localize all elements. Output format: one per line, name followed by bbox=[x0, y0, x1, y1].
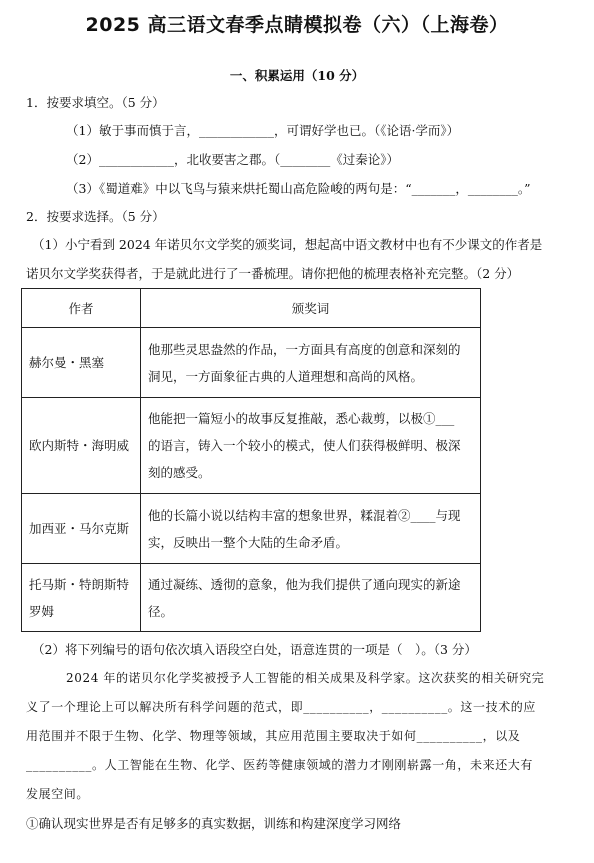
section-heading: 一、积累运用（10 分） bbox=[229, 68, 365, 83]
author-line: 赫尔曼・黑塞 bbox=[29, 355, 105, 370]
table-row bbox=[22, 564, 481, 632]
citation-line: 他的长篇小说以结构丰富的想象世界，糅混着②____与现 bbox=[148, 507, 461, 523]
author-line: 托马斯・特朗斯特 bbox=[29, 576, 130, 592]
page-title: 2025 高三语文春季点睛模拟卷（六）（上海卷） bbox=[85, 14, 509, 36]
citation-line: 他能把一篇短小的故事反复推敲，悉心裁剪，以极①___ bbox=[148, 411, 455, 426]
citation-line: 径。 bbox=[148, 603, 174, 619]
table-row bbox=[22, 328, 481, 398]
table-row bbox=[22, 494, 481, 564]
citation-line: 通过凝练、透彻的意象，他为我们提供了通向现实的新途 bbox=[148, 576, 461, 592]
citation-line: 他那些灵思盎然的作品，一方面具有高度的创意和深刻的 bbox=[148, 341, 461, 357]
table-cell-author bbox=[22, 328, 141, 398]
question-1-item-3: （3）《蜀道难》中以飞鸟与猿来烘托蜀山高危险峻的两句是：“_______，________。” bbox=[66, 181, 531, 196]
citation-line: 的语言，铸入一个较小的模式，使人们获得极鲜明、极深 bbox=[148, 438, 461, 453]
passage-line: __________。人工智能在生物、化学、医药等健康领域的潜力才刚刚崭露一角，未来还大有 bbox=[26, 758, 534, 772]
question-2-sub1-line1: （1）小宁看到 2024 年诺贝尔文学奖的颁奖词，想起高中语文教材中也有不少课文的作者是 bbox=[32, 237, 543, 252]
table-header-author: 作者 bbox=[22, 289, 141, 328]
question-2-heading: 2．按要求选择。（5 分） bbox=[26, 209, 165, 224]
nobel-award-table bbox=[21, 288, 481, 632]
table-cell-author bbox=[22, 494, 141, 564]
citation-line: 洞见，一方面象征古典的人道理想和高尚的风格。 bbox=[148, 368, 424, 384]
table-cell-citation bbox=[141, 328, 481, 398]
table-header-citation: 颁奖词 bbox=[141, 289, 481, 328]
table-header-row bbox=[22, 289, 481, 328]
passage-line: 义了一个理论上可以解决所有科学问题的范式，即__________，__________。这一技术的应 bbox=[26, 700, 537, 714]
author-line: 罗姆 bbox=[29, 603, 55, 619]
question-1-item-1: （1）敏于事而慎于言，____________，可谓好学也已。（《论语·学而》） bbox=[66, 123, 460, 138]
citation-line: 实，反映出一整个大陆的生命矛盾。 bbox=[148, 534, 349, 550]
citation-line: 刻的感受。 bbox=[148, 465, 211, 480]
question-1-heading: 1．按要求填空。（5 分） bbox=[26, 95, 165, 110]
table-cell-author bbox=[22, 564, 141, 632]
table-cell-author bbox=[22, 398, 141, 494]
passage-line: 用范围并不限于生物、化学、物理等领域，其应用范围主要取决于如何__________，以及 bbox=[26, 729, 521, 743]
table-cell-citation bbox=[141, 398, 481, 494]
author-line: 加西亚・马尔克斯 bbox=[29, 521, 130, 536]
table-row bbox=[22, 398, 481, 494]
question-2-sub1-line2: 诺贝尔文学奖获得者，于是就此进行了一番梳理。请你把他的梳理表格补充完整。（2 分） bbox=[26, 266, 520, 281]
author-line: 欧内斯特・海明威 bbox=[29, 438, 130, 453]
passage-line: 发展空间。 bbox=[26, 787, 90, 801]
table-cell-citation bbox=[141, 494, 481, 564]
table-cell-citation bbox=[141, 564, 481, 632]
question-1-item-2: （2）____________，北收要害之郡。（________《过秦论》） bbox=[66, 152, 399, 167]
question-2-sub2: （2）将下列编号的语句依次填入语段空白处，语意连贯的一项是（ ）。（3 分） bbox=[32, 642, 477, 657]
option-1: ①确认现实世界是否有足够多的真实数据，训练和构建深度学习网络 bbox=[26, 816, 402, 831]
passage-line: 2024 年的诺贝尔化学奖被授予人工智能的相关成果及科学家。这次获奖的相关研究完 bbox=[66, 671, 545, 685]
